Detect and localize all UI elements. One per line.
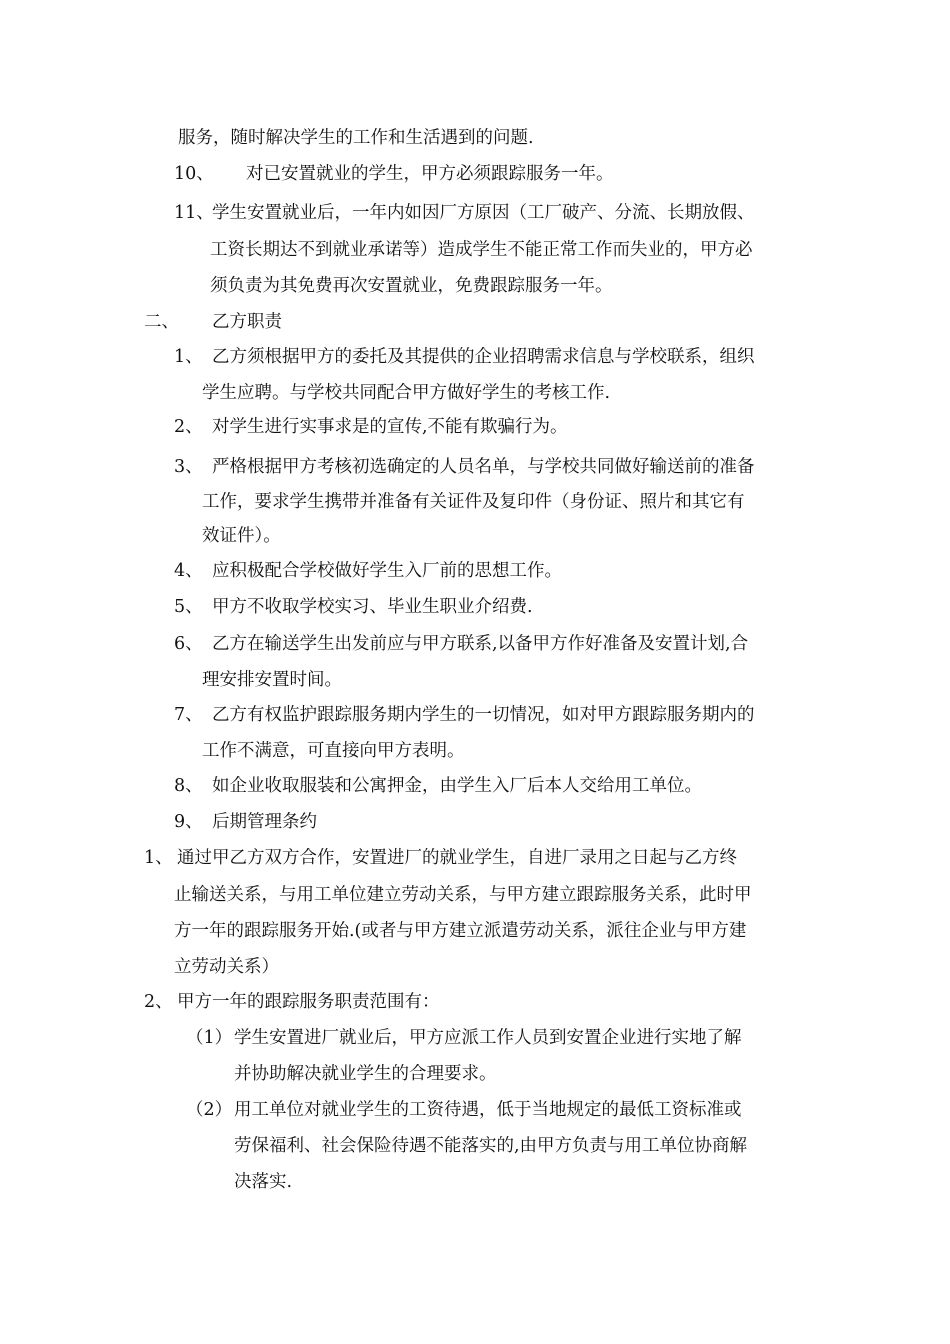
sub-item-number: （1） xyxy=(186,1028,233,1048)
list-item-1: 1、 乙方须根据甲方的委托及其提供的企业招聘需求信息与学校联系，组织 xyxy=(174,347,755,367)
list-number: 5、 xyxy=(174,597,203,617)
text-line: 学生应聘。与学校共同配合甲方做好学生的考核工作. xyxy=(202,383,611,403)
text-line: 服务，随时解决学生的工作和生活遇到的问题. xyxy=(178,128,534,148)
list-number: 4、 xyxy=(174,561,203,581)
text-line: 效证件）。 xyxy=(202,526,281,546)
list-number: 8、 xyxy=(174,776,203,796)
text-line: 止输送关系，与用工单位建立劳动关系，与甲方建立跟踪服务关系，此时甲 xyxy=(174,885,752,905)
list-number: 2、 xyxy=(174,417,203,437)
list-number: 10、 xyxy=(174,164,214,184)
list-number: 6、 xyxy=(174,634,203,654)
list-number: 3、 xyxy=(174,457,203,477)
text-line: 决落实. xyxy=(234,1172,293,1192)
list-item-5: 5、 甲方不收取学校实习、毕业生职业介绍费. xyxy=(174,597,533,617)
text-line: 工资长期达不到就业承诺等）造成学生不能正常工作而失业的，甲方必 xyxy=(210,240,753,260)
text-line: 立劳动关系） xyxy=(174,957,279,977)
list-item-1: 1、 通过甲乙方双方合作，安置进厂的就业学生，自进厂录用之日起与乙方终 xyxy=(144,848,737,868)
text-line: 须负责为其免费再次安置就业，免费跟踪服务一年。 xyxy=(210,276,613,296)
section-heading: 二、 乙方职责 xyxy=(144,312,282,332)
text-line: 工作不满意，可直接向甲方表明。 xyxy=(202,741,465,761)
list-item-11: 11、学生安置就业后，一年内如因厂方原因（工厂破产、分流、长期放假、 xyxy=(174,203,755,223)
list-number: 7、 xyxy=(174,705,203,725)
list-number: 1、 xyxy=(144,848,173,868)
list-item-8: 8、 如企业收取服装和公寓押金，由学生入厂后本人交给用工单位。 xyxy=(174,776,702,796)
sub-item-number: （2） xyxy=(186,1100,233,1120)
text-line: 工作，要求学生携带并准备有关证件及复印件（身份证、照片和其它有 xyxy=(202,492,745,512)
list-item-3: 3、 严格根据甲方考核初选确定的人员名单，与学校共同做好输送前的准备 xyxy=(174,457,755,477)
list-item-6: 6、 乙方在输送学生出发前应与甲方联系,以备甲方作好准备及安置计划,合 xyxy=(174,634,749,654)
text-line: 理安排安置时间。 xyxy=(202,670,342,690)
list-item-2: 2、 甲方一年的跟踪服务职责范围有： xyxy=(144,992,440,1012)
list-item-9: 9、 后期管理条约 xyxy=(174,812,317,832)
text-line: 方一年的跟踪服务开始.(或者与甲方建立派遣劳动关系，派往企业与甲方建 xyxy=(174,921,747,941)
list-item-4: 4、 应积极配合学校做好学生入厂前的思想工作。 xyxy=(174,561,562,581)
section-number: 二、 xyxy=(144,312,179,332)
list-item-10: 10、 对已安置就业的学生，甲方必须跟踪服务一年。 xyxy=(174,164,614,184)
text-line: 并协助解决就业学生的合理要求。 xyxy=(234,1064,497,1084)
list-number: 9、 xyxy=(174,812,203,832)
text-line: 劳保福利、社会保险待遇不能落实的,由甲方负责与用工单位协商解 xyxy=(234,1136,748,1156)
list-number: 2、 xyxy=(144,992,173,1012)
sub-item-2: （2） 用工单位对就业学生的工资待遇，低于当地规定的最低工资标准或 xyxy=(186,1100,742,1120)
list-item-7: 7、 乙方有权监护跟踪服务期内学生的一切情况，如对甲方跟踪服务期内的 xyxy=(174,705,755,725)
list-item-2: 2、 对学生进行实事求是的宣传,不能有欺骗行为。 xyxy=(174,417,568,437)
sub-item-1: （1） 学生安置进厂就业后，甲方应派工作人员到安置企业进行实地了解 xyxy=(186,1028,742,1048)
list-number: 1、 xyxy=(174,347,203,367)
list-number: 11、 xyxy=(174,203,214,223)
